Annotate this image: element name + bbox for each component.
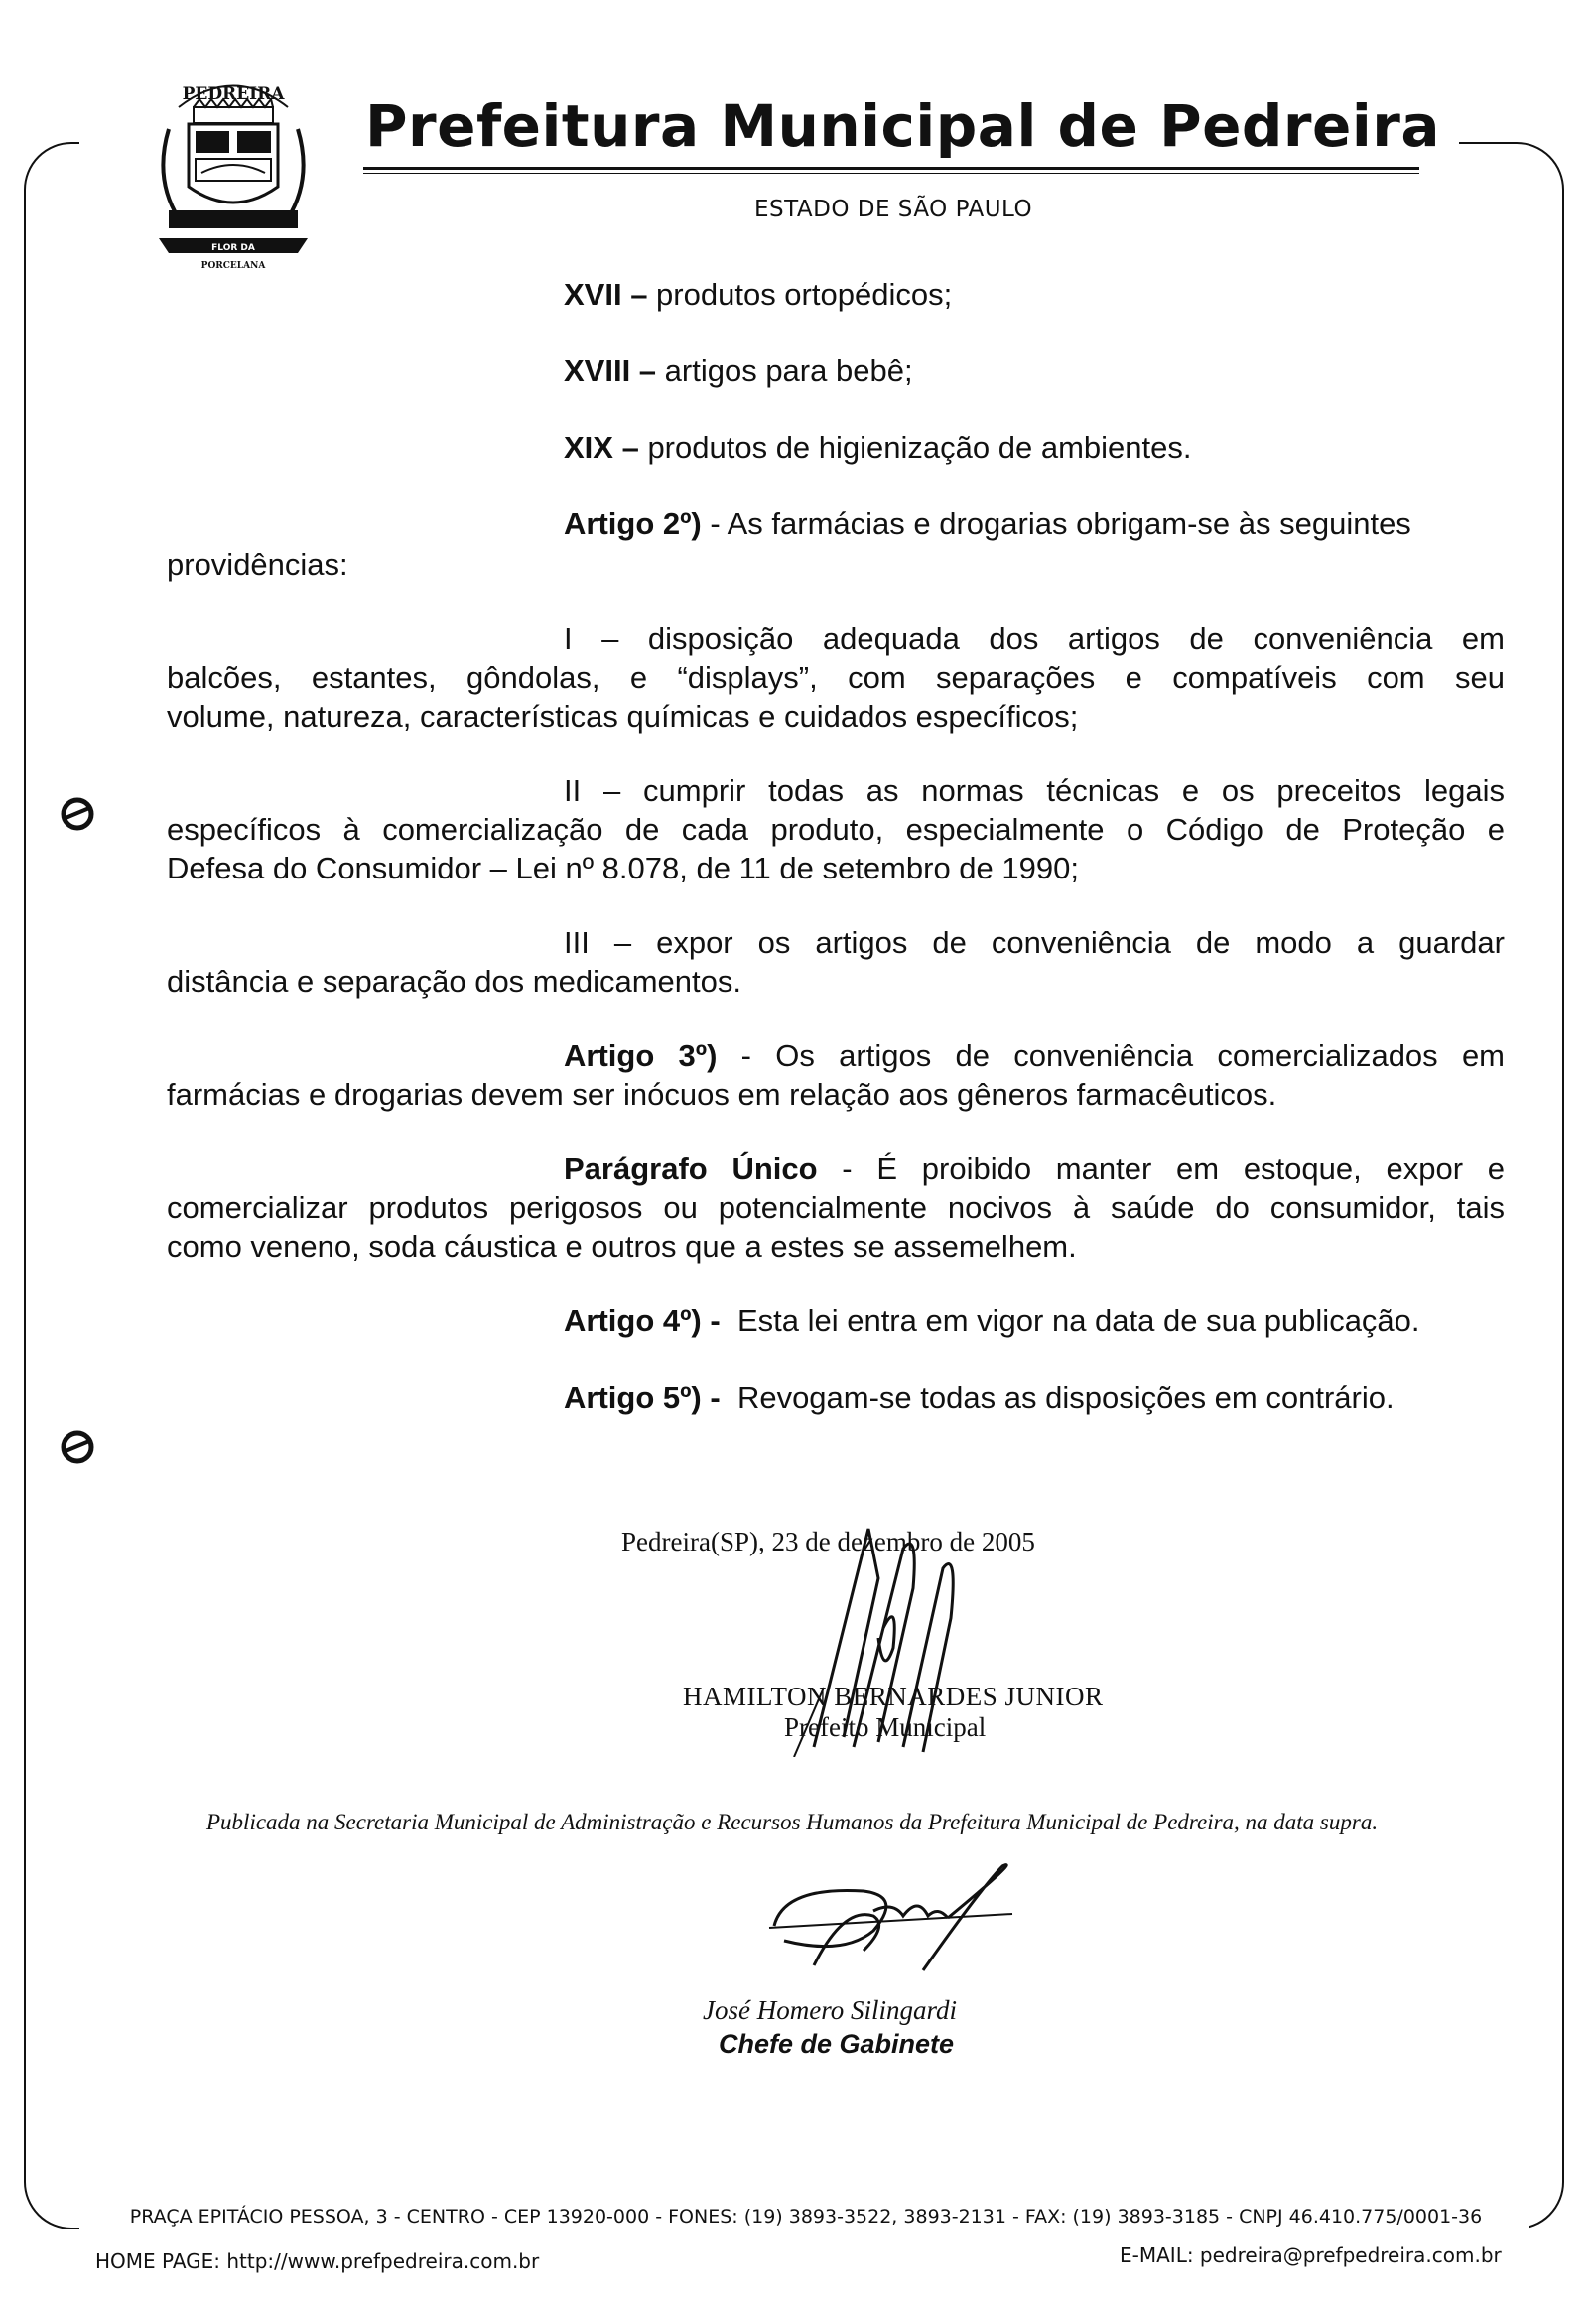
- footer-address: PRAÇA EPITÁCIO PESSOA, 3 - CENTRO - CEP 13920-000 - FONES: (19) 3893-3522, 3893-2131 - FAX: (19) 3893-3185 - CNPJ 46.410.775/0001-36: [91, 2206, 1521, 2228]
- clause-iii-line-1: III – expor os artigos de conveniência de modo a guardar: [564, 925, 1505, 960]
- item-xvii-text: produtos ortopédicos;: [647, 277, 953, 312]
- margin-stamp-icon-2: [58, 1427, 97, 1467]
- svg-text:PEDREIRA: PEDREIRA: [182, 84, 285, 104]
- page-title: Prefeitura Municipal de Pedreira: [365, 92, 1440, 160]
- article-4-text: Esta lei entra em vigor na data de sua publicação.: [736, 1303, 1420, 1338]
- official-title: Chefe de Gabinete: [719, 2029, 955, 2059]
- clause-i-line-3: volume, natureza, características químicas e cuidados específicos;: [167, 699, 1079, 734]
- svg-text:PORCELANA: PORCELANA: [200, 261, 266, 271]
- article-5: [564, 1378, 1395, 1417]
- article-4-label: Artigo 4º) -: [564, 1303, 721, 1338]
- sole-paragraph-heading: [564, 1149, 1505, 1188]
- clause-ii-line-2: específicos à comercialização de cada produto, especialmente o Código de Proteção e: [167, 812, 1505, 847]
- item-xviii-number: XVIII –: [564, 353, 657, 388]
- article-2-label: Artigo 2º): [564, 506, 702, 541]
- footer-homepage: HOME PAGE: http://www.prefpedreira.com.br: [95, 2249, 540, 2273]
- article-3-text-continued: farmácias e drogarias devem ser inócuos em relação aos gêneros farmacêuticos.: [167, 1077, 1277, 1112]
- item-xix-number: XIX –: [564, 430, 639, 465]
- item-xviii: [564, 351, 913, 390]
- official-name: José Homero Silingardi: [703, 1995, 957, 2025]
- clause-i-line-1: I – disposição adequada dos artigos de conveniência em: [564, 621, 1505, 656]
- article-3-heading: [564, 1036, 1505, 1075]
- footer-email: E-MAIL: pedreira@prefpedreira.com.br: [1120, 2243, 1502, 2267]
- item-xviii-text: artigos para bebê;: [656, 353, 913, 388]
- municipal-crest-logo: [154, 69, 313, 278]
- clause-iii-line-2: distância e separação dos medicamentos.: [167, 964, 741, 999]
- title-underline: [363, 167, 1419, 170]
- article-3-label: Artigo 3º): [564, 1038, 718, 1073]
- item-xix: [564, 428, 1191, 467]
- article-2-text: - As farmácias e drogarias obrigam-se às seguintes: [701, 506, 1411, 541]
- sole-paragraph-line-2: comercializar produtos perigosos ou potencialmente nocivos à saúde do consumidor, tais: [167, 1190, 1505, 1225]
- place-and-date: Pedreira(SP), 23 de dezembro de 2005: [621, 1527, 1035, 1556]
- item-xix-text: produtos de higienização de ambientes.: [638, 430, 1192, 465]
- margin-stamp-icon: [58, 794, 97, 834]
- clause-i-line-2: balcões, estantes, gôndolas, e “displays”, com separações e compatíveis com seu: [167, 660, 1505, 695]
- official-signature: [754, 1856, 1032, 1985]
- article-4: [564, 1301, 1420, 1340]
- sole-paragraph-text: - É proibido manter em estoque, expor e: [817, 1151, 1506, 1186]
- article-2-heading: [564, 504, 1411, 543]
- clause-ii-line-1: II – cumprir todas as normas técnicas e os preceitos legais: [564, 773, 1505, 808]
- svg-text:FLOR DA: FLOR DA: [211, 243, 255, 253]
- sole-paragraph-label: Parágrafo Único: [564, 1151, 818, 1186]
- state-subtitle: ESTADO DE SÃO PAULO: [754, 197, 1033, 222]
- article-3-text: - Os artigos de conveniência comercializados em: [717, 1038, 1506, 1073]
- article-2-text-continued: providências:: [167, 547, 348, 582]
- article-5-label: Artigo 5º) -: [564, 1380, 721, 1415]
- item-xvii-number: XVII –: [564, 277, 648, 312]
- publication-note: Publicada na Secretaria Municipal de Administração e Recursos Humanos da Prefeitura Municipal de Pedreira, na data supra.: [206, 1810, 1379, 1834]
- mayor-name: HAMILTON BERNARDES JUNIOR: [683, 1682, 1104, 1711]
- clause-ii-line-3: Defesa do Consumidor – Lei nº 8.078, de 11 de setembro de 1990;: [167, 851, 1079, 885]
- article-5-text: Revogam-se todas as disposições em contrário.: [736, 1380, 1395, 1415]
- item-xvii: [564, 275, 952, 314]
- title-underline-thin: [363, 173, 1419, 174]
- mayor-title: Prefeito Municipal: [784, 1712, 987, 1742]
- sole-paragraph-line-3: como veneno, soda cáustica e outros que a estes se assemelhem.: [167, 1229, 1077, 1264]
